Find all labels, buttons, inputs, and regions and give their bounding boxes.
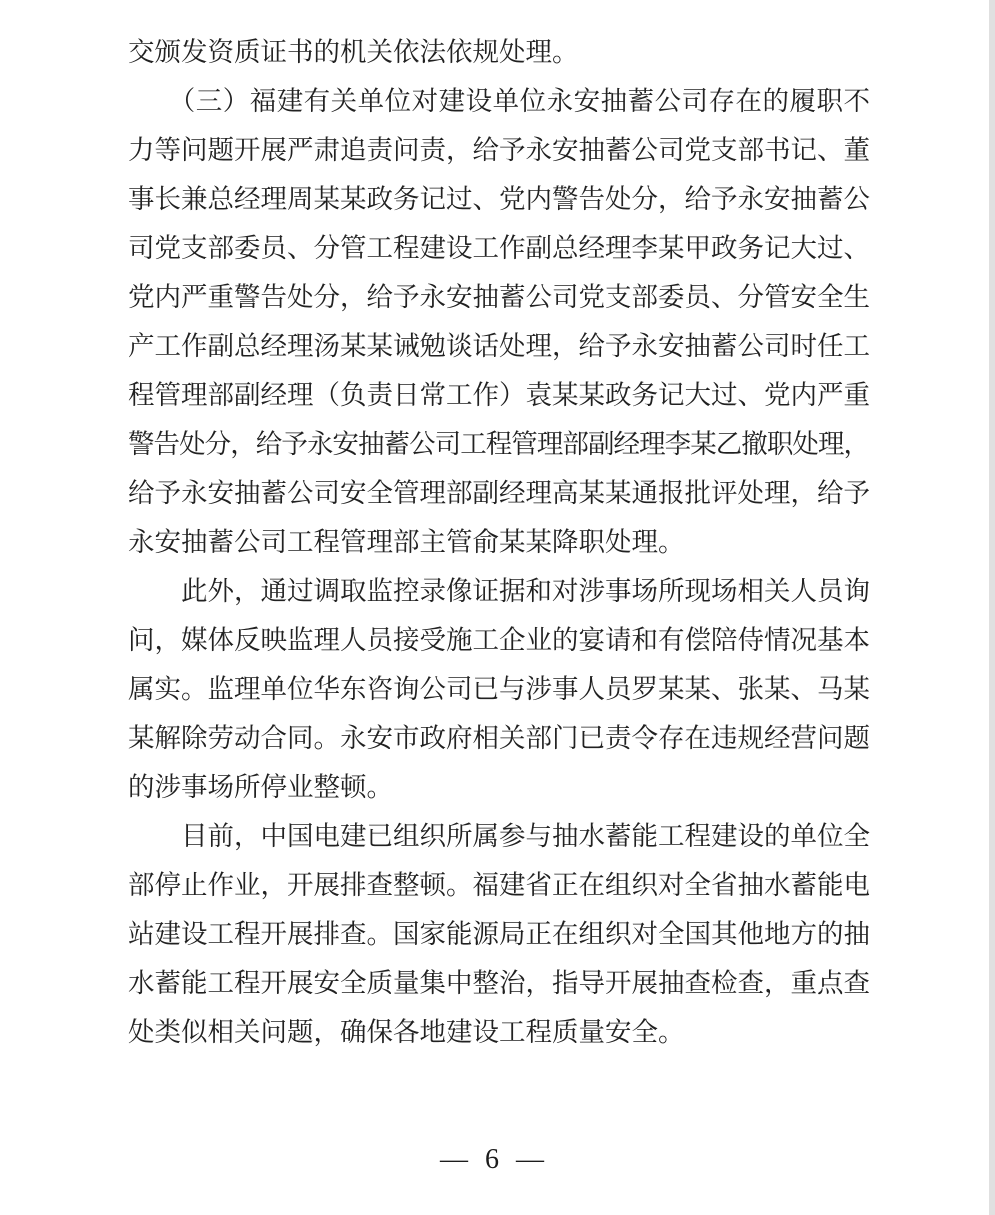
page-right-edge xyxy=(989,0,995,1215)
text-line: 事长兼总经理周某某政务记过、党内警告处分，给予永安抽蓄公 xyxy=(128,184,870,214)
text-line: 属实。监理单位华东咨询公司已与涉事人员罗某某、张某、马某 xyxy=(128,674,870,704)
text-line: 处类似相关问题，确保各地建设工程质量安全。 xyxy=(128,1017,685,1047)
document-body xyxy=(128,28,870,1057)
text-line: 站建设工程开展排查。国家能源局正在组织对全国其他地方的抽 xyxy=(128,919,870,949)
text-line: 部停止作业，开展排查整顿。福建省正在组织对全省抽水蓄能电 xyxy=(128,870,870,900)
text-line: 问，媒体反映监理人员接受施工企业的宴请和有偿陪侍情况基本 xyxy=(128,625,870,655)
text-line: 给予永安抽蓄公司安全管理部副经理高某某通报批评处理，给予 xyxy=(128,478,870,508)
text-line: 永安抽蓄公司工程管理部主管俞某某降职处理。 xyxy=(128,527,685,557)
text-line: 产工作副总经理汤某某诫勉谈话处理，给予永安抽蓄公司时任工 xyxy=(128,331,870,361)
text-line: 警告处分，给予永安抽蓄公司工程管理部副经理李某乙撤职处理， xyxy=(128,429,870,459)
text-line: 党内严重警告处分，给予永安抽蓄公司党支部委员、分管安全生 xyxy=(128,282,870,312)
text-line: 某解除劳动合同。永安市政府相关部门已责令存在违规经营问题 xyxy=(128,723,870,753)
text-line: 程管理部副经理（负责日常工作）袁某某政务记大过、党内严重 xyxy=(128,380,870,410)
text-line: 司党支部委员、分管工程建设工作副总经理李某甲政务记大过、 xyxy=(128,233,870,263)
text-line: 水蓄能工程开展安全质量集中整治，指导开展抽查检查，重点查 xyxy=(128,968,870,998)
text-line: 力等问题开展严肃追责问责，给予永安抽蓄公司党支部书记、董 xyxy=(128,135,870,165)
text-line: 此外，通过调取监控录像证据和对涉事场所现场相关人员询 xyxy=(128,576,870,606)
page-number: — 6 — xyxy=(440,1144,549,1175)
text-line: 目前，中国电建已组织所属参与抽水蓄能工程建设的单位全 xyxy=(128,821,870,851)
text-line: （三）福建有关单位对建设单位永安抽蓄公司存在的履职不 xyxy=(128,86,871,116)
text-line: 的涉事场所停业整顿。 xyxy=(128,772,393,802)
text-line: 交颁发资质证书的机关依法依规处理。 xyxy=(128,37,579,67)
